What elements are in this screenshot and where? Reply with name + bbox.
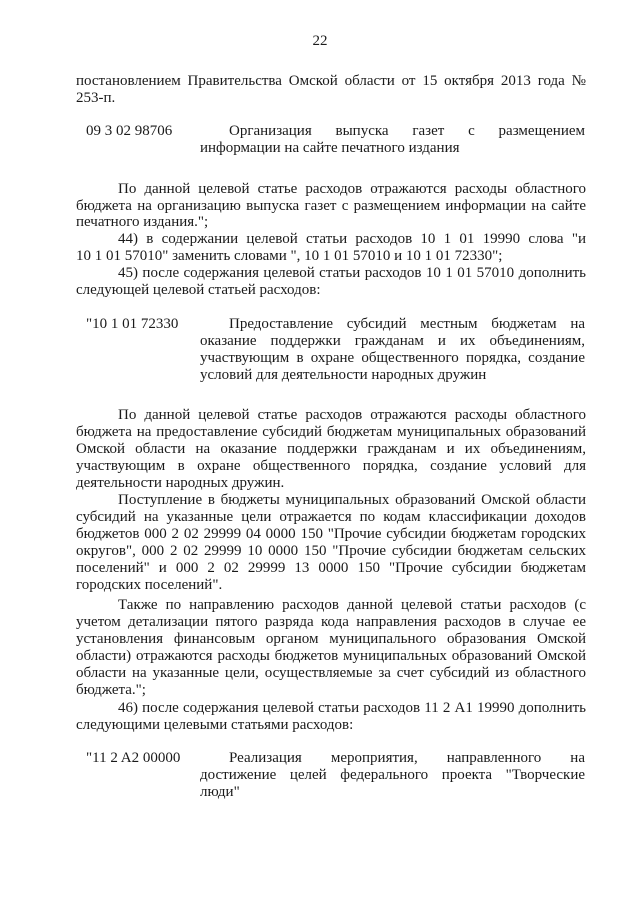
para4-line-5: деятельности народных дружин. [76, 475, 285, 491]
entry2-code: "10 1 01 72330 [86, 316, 179, 332]
entry3-desc-line-2: достижение целей федерального проекта "Творческие [200, 767, 585, 783]
entry1-desc-line-1: Организация выпуска газет с размещением [229, 123, 585, 139]
para5-line-1: Поступление в бюджеты муниципальных образований Омской области [118, 492, 586, 508]
para5-line-2: субсидий на указанные цели отражается по кодам классификации доходов [76, 509, 586, 525]
entry2-desc-line-3: участвующим в охране общественного порядка, создание [200, 350, 585, 366]
para6-line-4: области) отражаются расходы бюджетов муниципальных образований Омской [76, 648, 586, 664]
entry3-desc-line-3: люди" [200, 784, 240, 800]
para3-line-1: 45) после содержания целевой статьи расходов 10 1 01 57010 дополнить [118, 265, 586, 281]
intro-line-2: 253-п. [76, 90, 116, 106]
para1-line-1: По данной целевой статье расходов отражаются расходы областного [118, 181, 586, 197]
para5-line-6: городских поселений". [76, 577, 223, 593]
para4-line-2: бюджета на предоставление субсидий бюджетам муниципальных образований [76, 424, 586, 440]
para6-line-1: Также по направлению расходов данной целевой статьи расходов (с [118, 597, 586, 613]
para5-line-4: округов", 000 2 02 29999 10 0000 150 "Прочие субсидии бюджетам сельских [76, 543, 586, 559]
entry3-code: "11 2 A2 00000 [86, 750, 181, 766]
para4-line-3: Омской области на оказание поддержки гражданам и их объединениям, [76, 441, 586, 457]
para6-line-3: установления финансовым органом муниципального образования Омской [76, 631, 586, 647]
para6-line-5: области на указанные цели, осуществляемые за счет субсидий из областного [76, 665, 586, 681]
entry1-desc-line-2: информации на сайте печатного издания [200, 140, 460, 156]
para2-line-1: 44) в содержании целевой статьи расходов 10 1 01 19990 слова "и [118, 231, 586, 247]
entry2-desc-line-4: условий для деятельности народных дружин [200, 367, 487, 383]
intro-line-1: постановлением Правительства Омской области от 15 октября 2013 года № [76, 73, 586, 89]
entry2-desc-line-1: Предоставление субсидий местным бюджетам на [229, 316, 585, 332]
para1-line-2: бюджета на организацию выпуска газет с размещением информации на сайте [76, 198, 586, 214]
para7-line-1: 46) после содержания целевой статьи расходов 11 2 A1 19990 дополнить [118, 700, 586, 716]
para6-line-6: бюджета."; [76, 682, 146, 698]
para4-line-1: По данной целевой статье расходов отражаются расходы областного [118, 407, 586, 423]
para4-line-4: участвующим в охране общественного порядка, создание условий для [76, 458, 586, 474]
para3-line-2: следующей целевой статьей расходов: [76, 282, 321, 298]
para1-line-3: печатного издания."; [76, 214, 209, 230]
para5-line-5: поселений" и 000 2 02 29999 13 0000 150 "Прочие субсидии бюджетам [76, 560, 586, 576]
para6-line-2: учетом детализации пятого разряда кода направления расходов в случае ее [76, 614, 586, 630]
entry1-code: 09 3 02 98706 [86, 123, 173, 139]
entry3-desc-line-1: Реализация мероприятия, направленного на [229, 750, 585, 766]
para7-line-2: следующими целевыми статьями расходов: [76, 717, 354, 733]
para5-line-3: бюджетов 000 2 02 29999 04 0000 150 "Прочие субсидии бюджетам городских [76, 526, 586, 542]
para2-line-2: 10 1 01 57010" заменить словами ", 10 1 01 57010 и 10 1 01 72330"; [76, 248, 503, 264]
entry2-desc-line-2: оказание поддержки гражданам и их объединениям, [200, 333, 585, 349]
page-number: 22 [312, 33, 328, 49]
